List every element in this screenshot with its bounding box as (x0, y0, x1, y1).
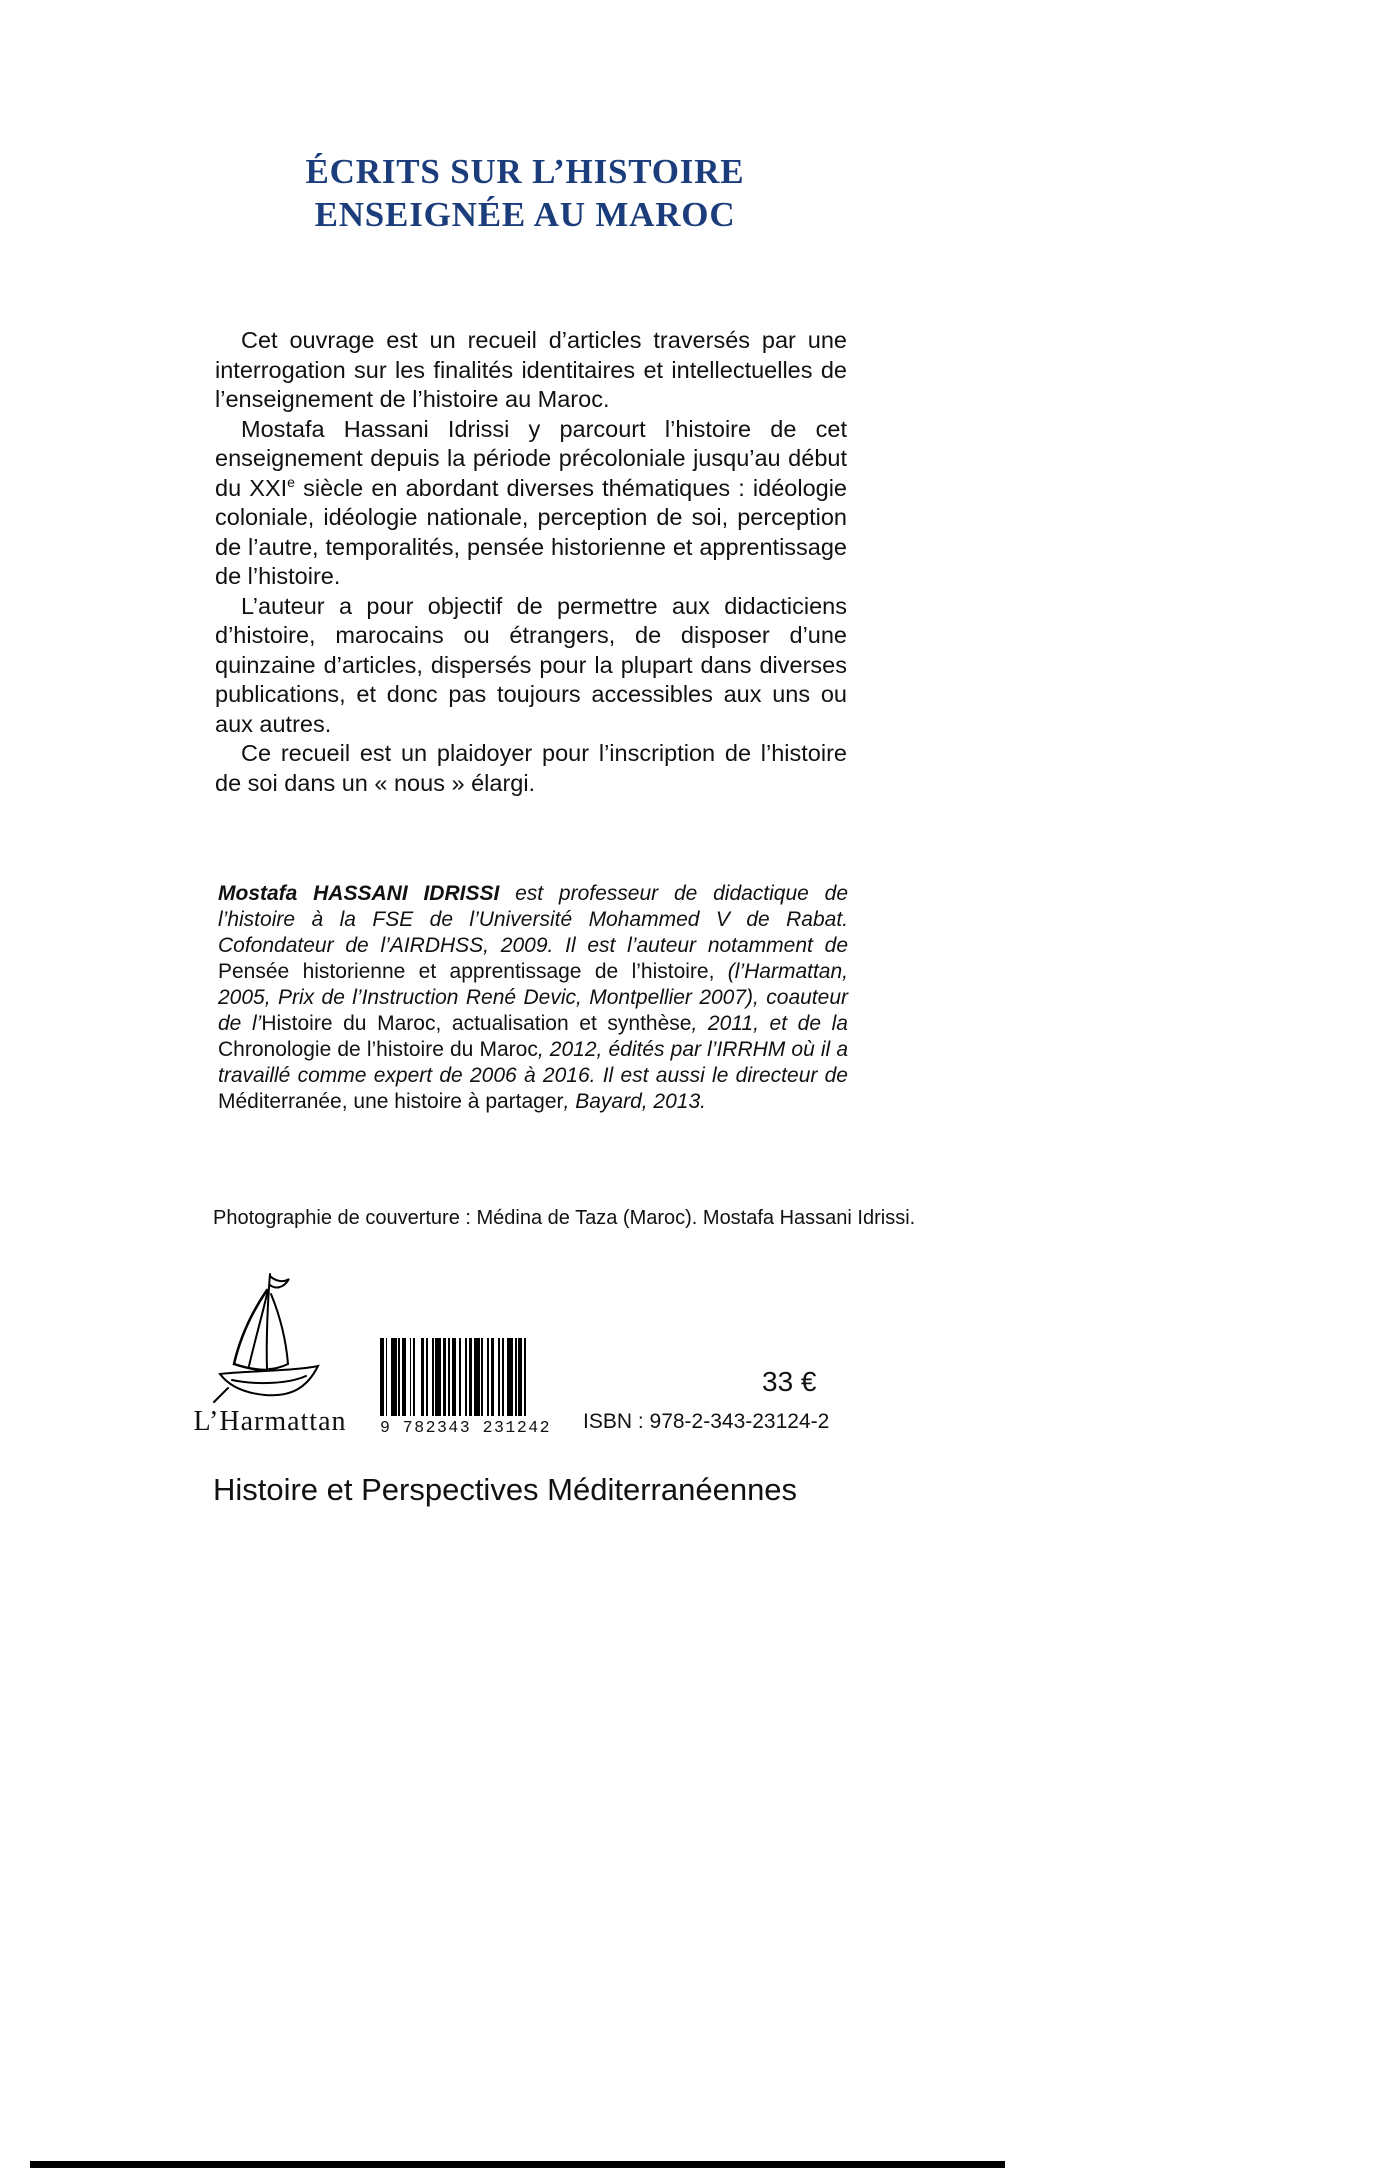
photo-credit: Photographie de couverture : Médina de Taza (Maroc). Mostafa Hassani Idrissi. (213, 1207, 916, 1229)
barcode-bars-icon (380, 1338, 555, 1416)
barcode-number: 9 782343 231242 (380, 1418, 552, 1437)
isbn: ISBN : 978-2-343-23124-2 (583, 1410, 830, 1433)
collection-title: Histoire et Perspectives Méditerranéennes (212, 1472, 798, 1507)
publisher-name: L’Harmattan (193, 1406, 347, 1437)
publisher-logo (170, 1268, 370, 1438)
body-paragraph: Cet ouvrage est un recueil d’articles traversés par une interrogation sur les finalités identitaires et intellectuelles de l’enseignement de l’histoire au Maroc. (215, 327, 847, 412)
author-bio: Mostafa HASSANI IDRISSI est professeur de didactique de l’histoire à la FSE de l’Université Mohammed V de Rabat. Cofondateur de l’AIRDHSS, 2009. Il est l’auteur notamment de Pensée historienne et apprentissage de l’histoire, (l’Harmattan, 2005, Prix de l’Instruction René Devic, Montpellier 2007), coauteur de l’Histoire du Maroc, actualisation et synthèse, 2011, et de la Chronologie de l’histoire du Maroc, 2012, édités par l’IRRHM où il a travaillé comme expert de 2006 à 2016. Il est aussi le directeur de Méditerranée, une histoire à partager, Bayard, 2013. (218, 882, 849, 1113)
body-paragraph: L’auteur a pour objectif de permettre aux didacticiens d’histoire, marocains ou étrangers, de disposer d’une quinzaine d’articles, dispersés pour la plupart dans diverses publications, et donc pas toujours accessibles aux uns ou aux autres. (215, 592, 847, 737)
book-title (0, 150, 1050, 236)
scan-edge-bar (30, 2161, 1005, 2168)
body-paragraph: Mostafa Hassani Idrissi y parcourt l’histoire de cet enseignement depuis la période précoloniale jusqu’au début du XXIe siècle en abordant diverses thématiques : idéologie coloniale, idéologie nationale, perception de soi, perception de l’autre, temporalités, pensée historienne et apprentissage de l’histoire. (215, 415, 848, 589)
body-paragraphs (215, 326, 847, 798)
barcode (380, 1338, 555, 1437)
body-paragraph: Ce recueil est un plaidoyer pour l’inscription de l’histoire de soi dans un « nous » élargi. (215, 740, 847, 796)
book-title-line1: ÉCRITS SUR L’HISTOIRE (305, 152, 745, 191)
price: 33 € (762, 1366, 817, 1397)
book-title-line2: ENSEIGNÉE AU MAROC (314, 195, 736, 234)
sailboat-logo-icon (204, 1268, 336, 1404)
